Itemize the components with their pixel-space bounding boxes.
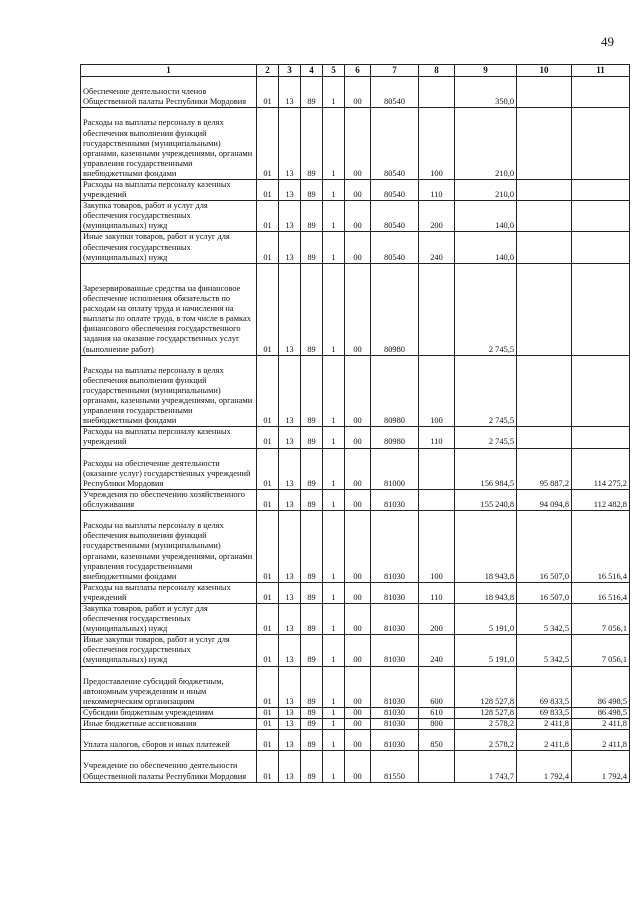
row-amount-cell: [517, 179, 572, 200]
row-code-cell: 600: [419, 666, 455, 707]
row-code-cell: 89: [301, 108, 323, 180]
row-code-cell: 850: [419, 730, 455, 751]
row-amount-cell: [572, 427, 630, 448]
row-code-cell: 89: [301, 719, 323, 730]
table-row: [81, 77, 630, 108]
row-amount-cell: 94 094,8: [517, 489, 572, 510]
header-cell: 4: [301, 65, 323, 77]
row-amount-cell: 128 527,8: [455, 707, 517, 718]
table-row: [81, 666, 630, 707]
header-cell: 5: [323, 65, 345, 77]
row-amount-cell: [517, 263, 572, 355]
header-cell: 3: [279, 65, 301, 77]
row-amount-cell: [517, 232, 572, 263]
row-amount-cell: 114 275,2: [572, 448, 630, 489]
row-amount-cell: 5 342,5: [517, 635, 572, 666]
row-amount-cell: 7 056,1: [572, 635, 630, 666]
row-code-cell: 13: [279, 635, 301, 666]
row-name-cell: Расходы на выплаты персоналу в целях обеспечения выполнения функций государственными (муниципальными) органами, казенными учреждениями, органами управления государственными внебюджетными фондами: [81, 355, 257, 427]
row-code-cell: 81030: [371, 707, 419, 718]
table-row: [81, 179, 630, 200]
row-code-cell: 01: [257, 666, 279, 707]
row-amount-cell: 350,0: [455, 77, 517, 108]
row-code-cell: 89: [301, 355, 323, 427]
row-name-cell: Расходы на выплаты персоналу в целях обеспечения выполнения функций государственными (муниципальными) органами, казенными учреждениями, органами управления государственными внебюджетными фондами: [81, 108, 257, 180]
row-code-cell: 89: [301, 77, 323, 108]
row-code-cell: 80980: [371, 263, 419, 355]
row-name-cell: Иные закупки товаров, работ и услуг для обеспечения государственных (муниципальных) нужд: [81, 232, 257, 263]
row-code-cell: 1: [323, 707, 345, 718]
row-code-cell: 01: [257, 719, 279, 730]
row-name-cell: Иные бюджетные ассигнования: [81, 719, 257, 730]
row-code-cell: 89: [301, 707, 323, 718]
row-amount-cell: [517, 201, 572, 232]
row-code-cell: 1: [323, 108, 345, 180]
row-name-cell: Расходы на обеспечение деятельности (оказание услуг) государственных учреждений Республики Мордовия: [81, 448, 257, 489]
row-code-cell: 00: [345, 751, 371, 782]
row-code-cell: 81030: [371, 719, 419, 730]
row-code-cell: 89: [301, 666, 323, 707]
row-amount-cell: 95 887,2: [517, 448, 572, 489]
row-code-cell: 81030: [371, 635, 419, 666]
row-code-cell: [419, 751, 455, 782]
row-name-cell: Обеспечение деятельности членов Общественной палаты Республики Мордовия: [81, 77, 257, 108]
row-code-cell: 89: [301, 635, 323, 666]
row-code-cell: 89: [301, 232, 323, 263]
row-code-cell: 01: [257, 730, 279, 751]
row-code-cell: 00: [345, 263, 371, 355]
row-code-cell: 81030: [371, 582, 419, 603]
row-code-cell: 240: [419, 635, 455, 666]
row-code-cell: 13: [279, 263, 301, 355]
row-code-cell: 00: [345, 719, 371, 730]
row-code-cell: 89: [301, 427, 323, 448]
row-code-cell: 240: [419, 232, 455, 263]
row-code-cell: 01: [257, 263, 279, 355]
row-amount-cell: 2 745,5: [455, 355, 517, 427]
table-row: [81, 355, 630, 427]
table-row: [81, 489, 630, 510]
row-amount-cell: 1 792,4: [572, 751, 630, 782]
row-amount-cell: [517, 108, 572, 180]
row-code-cell: 1: [323, 751, 345, 782]
row-code-cell: 00: [345, 232, 371, 263]
row-name-cell: Учреждение по обеспечению деятельности Общественной палаты Республики Мордовия: [81, 751, 257, 782]
row-code-cell: 13: [279, 582, 301, 603]
row-amount-cell: 69 833,5: [517, 666, 572, 707]
row-code-cell: 13: [279, 489, 301, 510]
row-amount-cell: 16 507,0: [517, 582, 572, 603]
row-code-cell: 13: [279, 511, 301, 583]
row-code-cell: 01: [257, 108, 279, 180]
row-amount-cell: 2 411,8: [517, 719, 572, 730]
row-code-cell: 110: [419, 179, 455, 200]
row-amount-cell: 140,0: [455, 201, 517, 232]
row-amount-cell: 5 191,0: [455, 603, 517, 634]
header-cell: 6: [345, 65, 371, 77]
row-code-cell: 01: [257, 603, 279, 634]
row-code-cell: 00: [345, 666, 371, 707]
row-code-cell: 80540: [371, 179, 419, 200]
row-code-cell: 1: [323, 635, 345, 666]
row-code-cell: 13: [279, 108, 301, 180]
row-code-cell: 1: [323, 427, 345, 448]
header-cell: 8: [419, 65, 455, 77]
row-amount-cell: 2 745,5: [455, 427, 517, 448]
row-amount-cell: 155 240,8: [455, 489, 517, 510]
table-row: [81, 511, 630, 583]
row-amount-cell: 2 411,8: [572, 730, 630, 751]
row-code-cell: 81000: [371, 448, 419, 489]
row-name-cell: Учреждения по обеспечению хозяйственного обслуживания: [81, 489, 257, 510]
row-amount-cell: 2 745,5: [455, 263, 517, 355]
row-amount-cell: 5 342,5: [517, 603, 572, 634]
table-row: [81, 263, 630, 355]
row-code-cell: 00: [345, 201, 371, 232]
row-name-cell: Зарезервированные средства на финансовое обеспечение исполнения обязательств по расходам на оплату труда и начисления на выплаты по оплате труда, в том числе в рамках финансового обеспечения государственного задания на оказание государственных услуг (выполнение работ): [81, 263, 257, 355]
row-amount-cell: [572, 201, 630, 232]
row-amount-cell: 210,0: [455, 179, 517, 200]
row-code-cell: 1: [323, 355, 345, 427]
row-name-cell: Предоставление субсидий бюджетным, автономным учреждениям и иным некоммерческим организациям: [81, 666, 257, 707]
row-code-cell: 01: [257, 232, 279, 263]
table-row: [81, 707, 630, 718]
row-code-cell: 01: [257, 77, 279, 108]
row-amount-cell: 2 578,2: [455, 730, 517, 751]
table-row: [81, 232, 630, 263]
row-code-cell: 13: [279, 730, 301, 751]
row-code-cell: 89: [301, 582, 323, 603]
row-code-cell: 1: [323, 511, 345, 583]
row-code-cell: 100: [419, 355, 455, 427]
budget-table: [80, 64, 630, 783]
row-amount-cell: 69 833,5: [517, 707, 572, 718]
row-code-cell: 81030: [371, 730, 419, 751]
row-amount-cell: [517, 427, 572, 448]
row-code-cell: [419, 489, 455, 510]
page-number: 49: [601, 34, 614, 49]
row-code-cell: 13: [279, 179, 301, 200]
row-code-cell: 610: [419, 707, 455, 718]
row-code-cell: 00: [345, 179, 371, 200]
row-name-cell: Расходы на выплаты персоналу в целях обеспечения выполнения функций государственными (муниципальными) органами, казенными учреждениями, органами управления государственными внебюджетными фондами: [81, 511, 257, 583]
table-row: [81, 108, 630, 180]
row-code-cell: 89: [301, 263, 323, 355]
table-row: [81, 582, 630, 603]
row-code-cell: 200: [419, 603, 455, 634]
row-code-cell: 80540: [371, 108, 419, 180]
table-body: [81, 77, 630, 783]
row-code-cell: 100: [419, 511, 455, 583]
row-code-cell: 01: [257, 427, 279, 448]
row-code-cell: 1: [323, 719, 345, 730]
row-code-cell: 81030: [371, 603, 419, 634]
row-code-cell: 00: [345, 77, 371, 108]
table-row: [81, 635, 630, 666]
row-code-cell: 13: [279, 427, 301, 448]
row-name-cell: Расходы на выплаты персоналу казенных учреждений: [81, 582, 257, 603]
row-name-cell: Уплата налогов, сборов и иных платежей: [81, 730, 257, 751]
row-code-cell: 00: [345, 603, 371, 634]
row-code-cell: [419, 263, 455, 355]
row-code-cell: 81550: [371, 751, 419, 782]
table-header-row: [81, 65, 630, 77]
row-code-cell: 80980: [371, 355, 419, 427]
row-amount-cell: 1 792,4: [517, 751, 572, 782]
row-code-cell: 80540: [371, 77, 419, 108]
row-code-cell: 89: [301, 201, 323, 232]
row-code-cell: 00: [345, 730, 371, 751]
row-code-cell: 81030: [371, 666, 419, 707]
row-code-cell: 81030: [371, 489, 419, 510]
row-code-cell: 1: [323, 730, 345, 751]
row-code-cell: 81030: [371, 511, 419, 583]
row-code-cell: 110: [419, 582, 455, 603]
row-amount-cell: 2 578,2: [455, 719, 517, 730]
row-code-cell: 13: [279, 355, 301, 427]
row-code-cell: [419, 77, 455, 108]
table-row: [81, 730, 630, 751]
row-code-cell: 00: [345, 635, 371, 666]
row-code-cell: [419, 448, 455, 489]
row-code-cell: 89: [301, 751, 323, 782]
row-amount-cell: 2 411,8: [517, 730, 572, 751]
row-code-cell: 13: [279, 666, 301, 707]
row-amount-cell: [517, 355, 572, 427]
row-code-cell: 80540: [371, 232, 419, 263]
row-code-cell: 13: [279, 448, 301, 489]
row-code-cell: 13: [279, 751, 301, 782]
row-code-cell: 01: [257, 179, 279, 200]
row-amount-cell: 16 516,4: [572, 511, 630, 583]
table-row: [81, 751, 630, 782]
row-code-cell: 1: [323, 77, 345, 108]
row-code-cell: 80980: [371, 427, 419, 448]
row-name-cell: Субсидии бюджетным учреждениям: [81, 707, 257, 718]
row-amount-cell: 18 943,8: [455, 511, 517, 583]
row-code-cell: 01: [257, 448, 279, 489]
row-code-cell: 01: [257, 511, 279, 583]
row-code-cell: 1: [323, 232, 345, 263]
table-row: [81, 719, 630, 730]
row-code-cell: 00: [345, 355, 371, 427]
row-amount-cell: 112 482,8: [572, 489, 630, 510]
row-amount-cell: [572, 179, 630, 200]
row-code-cell: 01: [257, 355, 279, 427]
header-cell: 7: [371, 65, 419, 77]
row-code-cell: 00: [345, 707, 371, 718]
row-amount-cell: 156 984,5: [455, 448, 517, 489]
row-code-cell: 89: [301, 730, 323, 751]
row-code-cell: 100: [419, 108, 455, 180]
row-code-cell: 1: [323, 489, 345, 510]
row-code-cell: 01: [257, 201, 279, 232]
row-amount-cell: 16 507,0: [517, 511, 572, 583]
row-amount-cell: 128 527,8: [455, 666, 517, 707]
row-amount-cell: [572, 355, 630, 427]
row-amount-cell: [517, 77, 572, 108]
header-cell: 10: [517, 65, 572, 77]
table-row: [81, 448, 630, 489]
row-code-cell: 1: [323, 666, 345, 707]
row-code-cell: 01: [257, 751, 279, 782]
row-amount-cell: 86 498,5: [572, 666, 630, 707]
row-code-cell: 1: [323, 448, 345, 489]
row-code-cell: 89: [301, 603, 323, 634]
row-amount-cell: 1 743,7: [455, 751, 517, 782]
row-code-cell: 13: [279, 603, 301, 634]
row-code-cell: 00: [345, 427, 371, 448]
row-code-cell: 1: [323, 603, 345, 634]
row-code-cell: 13: [279, 232, 301, 263]
row-amount-cell: 18 943,8: [455, 582, 517, 603]
row-code-cell: 00: [345, 582, 371, 603]
row-code-cell: 89: [301, 179, 323, 200]
row-code-cell: 13: [279, 77, 301, 108]
row-amount-cell: 86 498,5: [572, 707, 630, 718]
row-code-cell: 01: [257, 707, 279, 718]
header-cell: 11: [572, 65, 630, 77]
row-name-cell: Закупка товаров, работ и услуг для обеспечения государственных (муниципальных) нужд: [81, 603, 257, 634]
row-amount-cell: 5 191,0: [455, 635, 517, 666]
row-code-cell: 80540: [371, 201, 419, 232]
row-code-cell: 89: [301, 489, 323, 510]
header-cell: 1: [81, 65, 257, 77]
row-name-cell: Закупка товаров, работ и услуг для обеспечения государственных (муниципальных) нужд: [81, 201, 257, 232]
row-code-cell: 00: [345, 489, 371, 510]
row-code-cell: 01: [257, 489, 279, 510]
table-row: [81, 603, 630, 634]
row-amount-cell: [572, 263, 630, 355]
row-code-cell: 00: [345, 448, 371, 489]
row-code-cell: 13: [279, 201, 301, 232]
row-code-cell: 1: [323, 582, 345, 603]
header-cell: 9: [455, 65, 517, 77]
row-code-cell: 89: [301, 511, 323, 583]
row-code-cell: 13: [279, 719, 301, 730]
row-name-cell: Расходы на выплаты персоналу казенных учреждений: [81, 427, 257, 448]
row-amount-cell: 2 411,8: [572, 719, 630, 730]
row-amount-cell: 210,0: [455, 108, 517, 180]
row-amount-cell: 7 056,1: [572, 603, 630, 634]
row-code-cell: 200: [419, 201, 455, 232]
row-code-cell: 00: [345, 511, 371, 583]
row-code-cell: 1: [323, 263, 345, 355]
row-amount-cell: [572, 108, 630, 180]
table-row: [81, 201, 630, 232]
row-code-cell: 110: [419, 427, 455, 448]
table-row: [81, 427, 630, 448]
row-amount-cell: [572, 77, 630, 108]
row-name-cell: Расходы на выплаты персоналу казенных учреждений: [81, 179, 257, 200]
header-cell: 2: [257, 65, 279, 77]
row-code-cell: 13: [279, 707, 301, 718]
row-amount-cell: 140,0: [455, 232, 517, 263]
row-code-cell: 01: [257, 582, 279, 603]
row-amount-cell: [572, 232, 630, 263]
row-name-cell: Иные закупки товаров, работ и услуг для обеспечения государственных (муниципальных) нужд: [81, 635, 257, 666]
row-code-cell: 89: [301, 448, 323, 489]
row-code-cell: 800: [419, 719, 455, 730]
row-amount-cell: 16 516,4: [572, 582, 630, 603]
row-code-cell: 1: [323, 201, 345, 232]
row-code-cell: 00: [345, 108, 371, 180]
row-code-cell: 1: [323, 179, 345, 200]
row-code-cell: 01: [257, 635, 279, 666]
